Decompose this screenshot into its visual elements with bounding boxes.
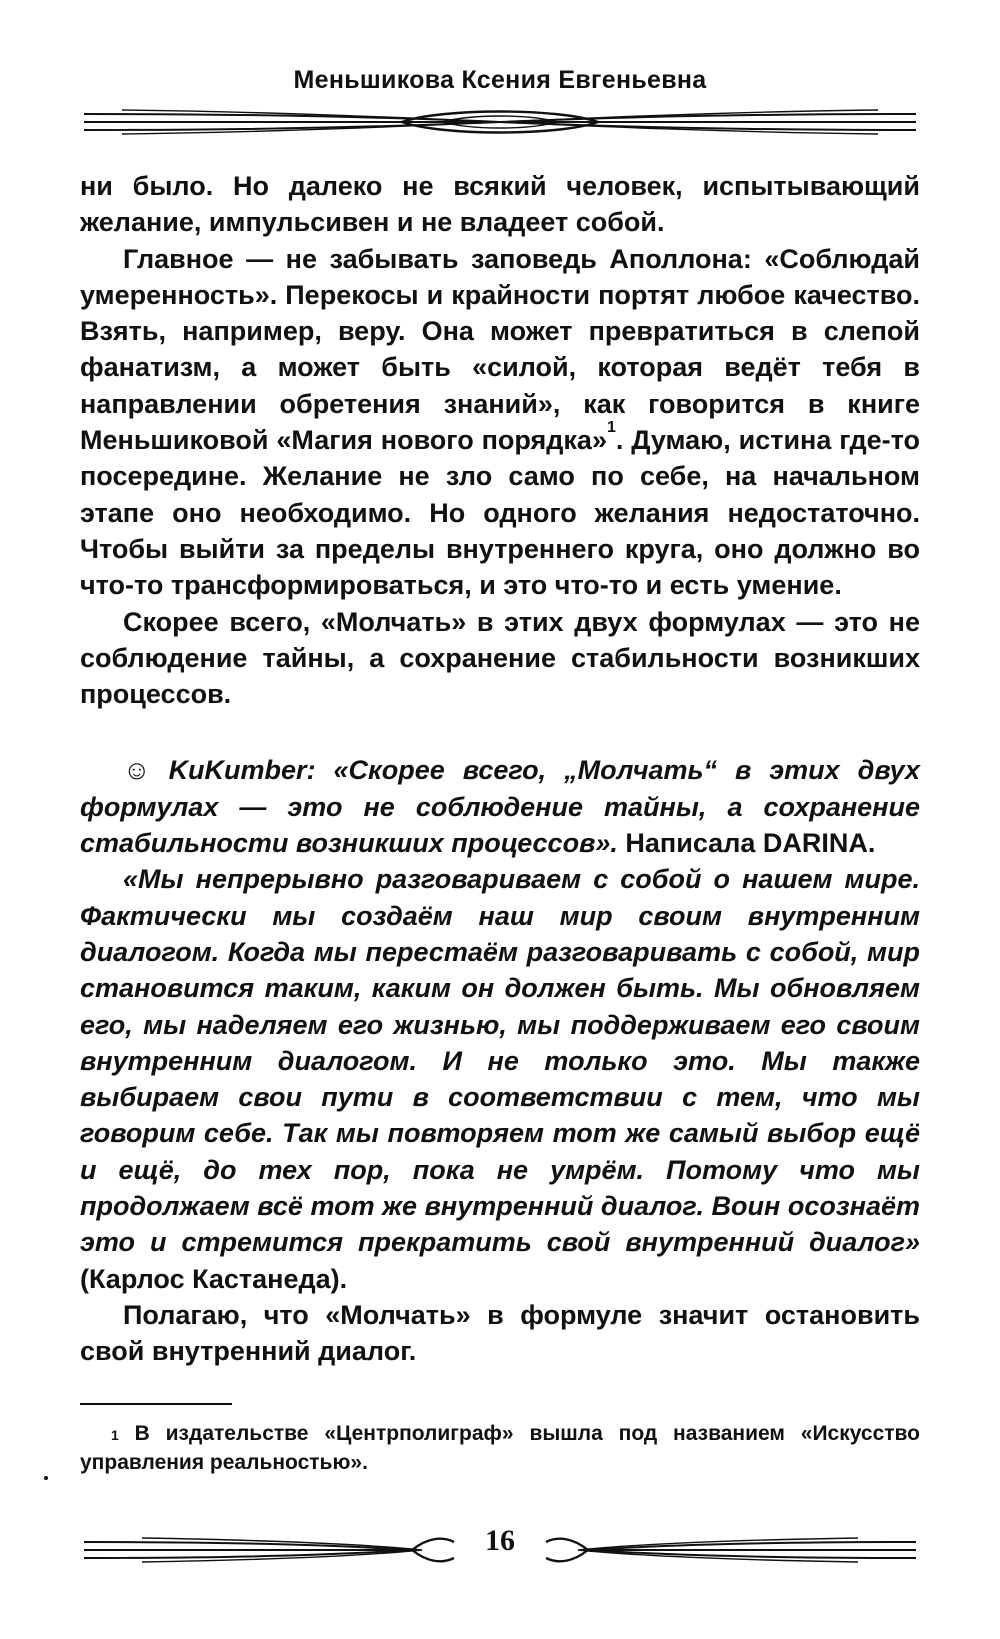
quotation [80, 861, 920, 1297]
paragraph: Полагаю, что «Молчать» в формуле значит остановить свой внутренний диалог. [80, 1299, 920, 1367]
smiley-icon: ☺ [123, 755, 151, 786]
running-title: Меньшикова Ксения Евгеньевна [293, 66, 707, 94]
section-gap [80, 712, 920, 752]
footnote [80, 1419, 920, 1477]
footnote-mark: 1 [111, 1427, 119, 1443]
footnote-divider [80, 1403, 232, 1405]
footnote-reference[interactable]: 1 [606, 419, 616, 437]
paragraph-text: Главное — не забывать заповедь Аполлона: «Соблюдай умеренность». Перекосы и крайности портят любое качество. Взять, например, веру. Она может превратиться в слепой фанатизм, а может быть «силой, которая ведёт тебя в направлении обретения знаний», как говорится в книге Меньшиковой «Магия нового порядка» [80, 243, 920, 456]
footnote-text: В издательстве «Центрполиграф» вышла под названием «Искусство управления реальностью». [80, 1422, 920, 1474]
post-author: DARINA. [762, 828, 876, 859]
main-text [80, 168, 920, 1370]
paragraph-text: . Думаю, истина где-то посередине. Желание не зло само по себе, на начальном этапе оно необходимо. Но одного желания недостаточно. Чтобы выйти за пределы внутреннего круга, оно должно во что-то трансформироваться, и это что-то и есть умение. [80, 425, 920, 601]
paragraph: Скорее всего, «Молчать» в этих двух формулах — это не соблюдение тайны, а сохранение стабильности возникших процессов. [80, 606, 920, 710]
top-ornament-rule [82, 104, 918, 140]
castaneda-quote: «Мы непрерывно разговариваем с собой о нашем мире. Фактически мы создаём наш мир своим внутренним диалогом. Когда мы перестаём разговаривать с собой, мир становится таким, каким он должен быть. Мы обновляем его, мы наделяем его жизнью, мы поддерживаем его своим внутренним диалогом. И не только это. Мы также выбираем свои пути в соответствии с тем, что мы говорим себе. Так мы повторяем тот же самый выбор ещё и ещё, до тех пор, пока не умрём. Потому что мы продолжаем всё тот же внутренний диалог. Воин осознаёт это и стремится прекратить свой внутренний диалог» [80, 864, 920, 1258]
page-number: 16 [485, 1524, 515, 1557]
print-speck [44, 1476, 48, 1480]
paragraph [80, 241, 920, 604]
quote-source: (Карлос Кастанеда). [80, 1263, 348, 1294]
paragraph: ни было. Но далеко не всякий человек, испытывающий желание, импульсивен и не владеет собой. [80, 171, 920, 238]
post-quote: KuKumber: «Скорее всего, „Молчать“ в этих двух формулах — это не соблюдение тайны, а сохранение стабильности возникших процессов». [80, 755, 920, 859]
post-wrote-label: Написала [625, 828, 756, 859]
forum-post-header [80, 752, 920, 861]
